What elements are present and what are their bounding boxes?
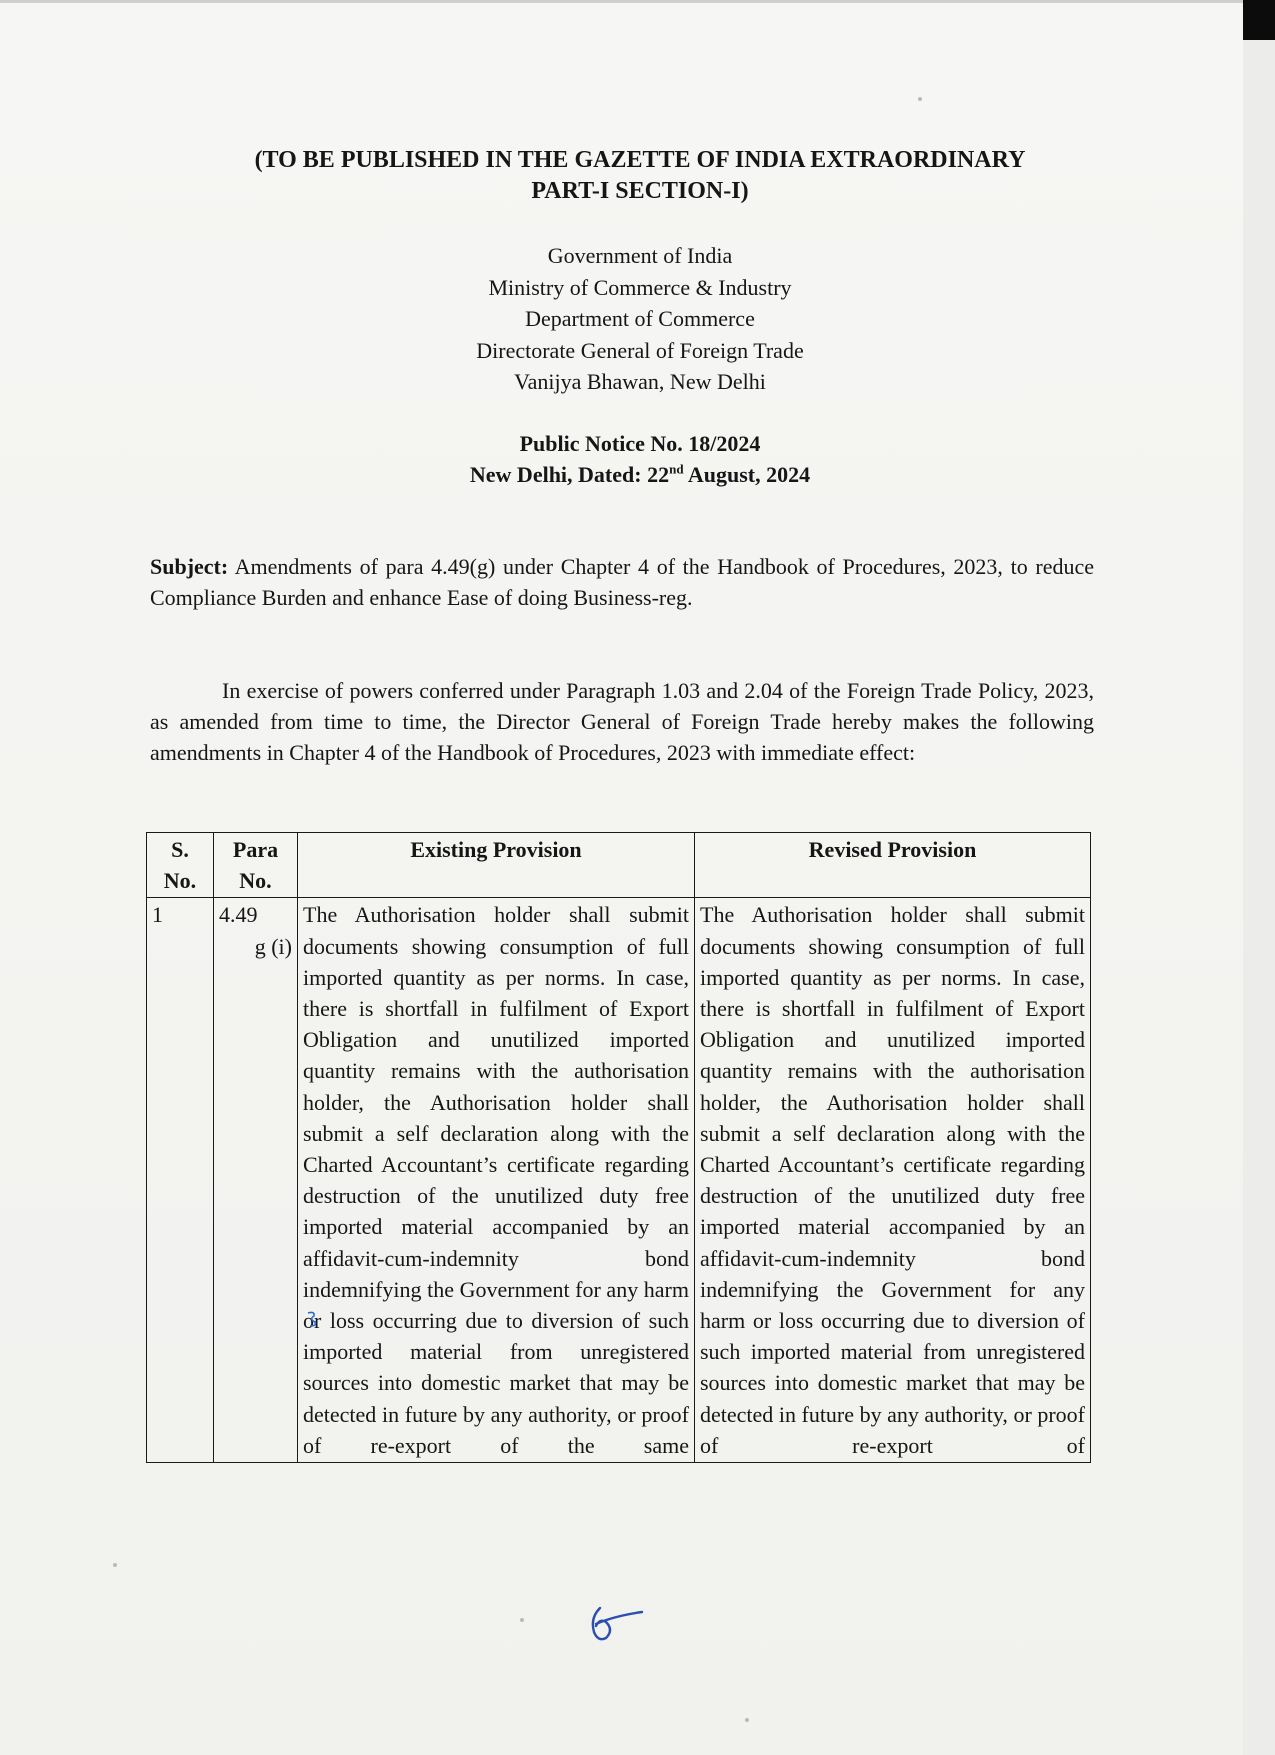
cell-existing-provision: The Authorisation holder shall submit documents showing consumption of full imported quantity as per norms. In case, there is shortfall in fulfilment of Export Obligation and unutilized imported quantity remains with the authorisation holder, the Authorisation holder shall submit a self declaration along with the Charted Accountant’s certificate regarding destruction of the unutilized duty free imported material accompanied by an affidavit-cum-indemnity bond indemnifying the Government for any harm or loss occurring due to diversion of such imported material from unregistered sources into domestic market that may be detected in future by any authority, or proof of re-export of the same xyxy=(298,898,695,1463)
scan-top-edge xyxy=(0,0,1243,3)
directorate-line: Directorate General of Foreign Trade xyxy=(476,337,804,363)
gov-line: Government of India xyxy=(547,243,733,268)
department-line: Department of Commerce xyxy=(525,306,755,331)
date-prefix: New Delhi, Dated: 22 xyxy=(469,462,670,487)
scan-right-edge xyxy=(1243,0,1275,1755)
ministry-line: Ministry of Commerce & Industry xyxy=(488,274,792,300)
col-header-revised: Revised Provision xyxy=(695,833,1091,898)
scan-corner xyxy=(1243,0,1275,40)
subject-label: Subject: xyxy=(150,554,229,579)
intro-paragraph: In exercise of powers conferred under Paragraph 1.03 and 2.04 of the Foreign Trade Policy, 2023, as amended from time to time, the Director General of Foreign Trade hereby makes the following amendments in Chapter 4 of the Handbook of Procedures, 2023 with immediate effect: xyxy=(150,678,1094,765)
table-row xyxy=(147,898,1091,1463)
cell-revised-provision: The Authorisation holder shall submit documents showing consumption of full imported quantity as per norms. In case, there is shortfall in fulfilment of Export Obligation and unutilized imported quantity remains with the authorisation holder, the Authorisation holder shall submit a self declaration along with the Charted Accountant’s certificate regarding destruction of the unutilized duty free imported material accompanied by an affidavit-cum-indemnity bond indemnifying the Government for any harm or loss occurring due to diversion of such imported material from unregistered sources into domestic market that may be detected in future by any authority, or proof of re-export of xyxy=(695,898,1091,1463)
scan-speck xyxy=(918,97,922,101)
table-header-row xyxy=(147,833,1091,898)
notice-heading xyxy=(140,428,1140,490)
gazette-line-2: PART-I SECTION-I) xyxy=(531,178,749,204)
cell-sno: 1 xyxy=(147,898,214,1463)
notice-number: Public Notice No. 18/2024 xyxy=(519,431,761,456)
signature-initials xyxy=(584,1602,646,1646)
date-month-year: August, 2024 xyxy=(683,462,811,487)
gazette-line-1: (TO BE PUBLISHED IN THE GAZETTE OF INDIA EXTRAORDINARY xyxy=(254,147,1026,173)
gazette-heading xyxy=(140,145,1140,207)
subject-text: Amendments of para 4.49(g) under Chapter 4 of the Handbook of Procedures, 2023, to reduce Compliance Burden and enhance Ease of doing Business-reg. xyxy=(150,554,1094,610)
address-line: Vanijya Bhawan, New Delhi xyxy=(514,369,766,394)
ink-mark xyxy=(305,1310,319,1328)
notice-date xyxy=(140,459,1140,490)
date-suffix-sup: nd xyxy=(669,461,684,477)
cell-para: 4.49 g (i) xyxy=(214,898,298,1463)
col-header-sno: S. No. xyxy=(147,833,214,898)
col-header-existing: Existing Provision xyxy=(298,833,695,898)
col-header-para: Para No. xyxy=(214,833,298,898)
amendment-table xyxy=(146,832,1091,1463)
subject-paragraph xyxy=(150,551,1094,613)
scan-speck xyxy=(113,1563,117,1567)
scan-speck xyxy=(520,1618,524,1622)
issuing-authority xyxy=(140,240,1140,398)
scan-speck xyxy=(745,1718,749,1722)
